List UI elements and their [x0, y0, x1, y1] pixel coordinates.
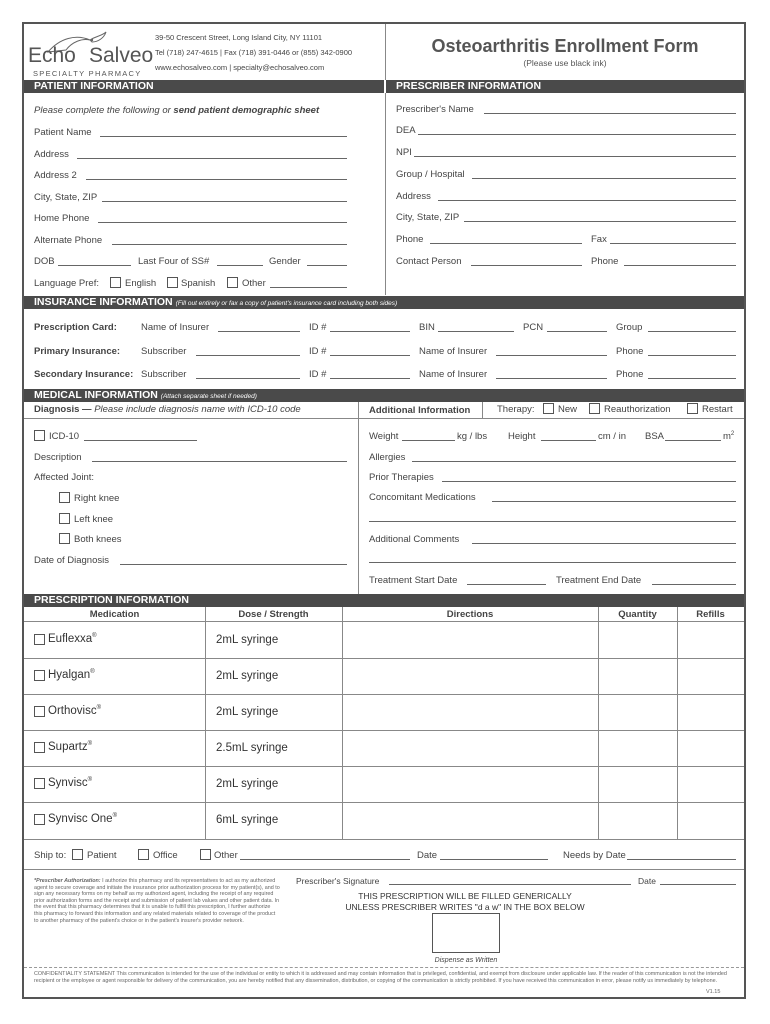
pharmacy-phone: Tel (718) 247-4615 | Fax (718) 391-0446 or (855) 342-0900 [155, 48, 353, 57]
col-dose: Dose / Strength [238, 609, 309, 620]
pcn-field[interactable] [547, 331, 607, 332]
prescriber-city-field[interactable] [464, 221, 736, 222]
euflexxa-name: Euflexxa® [48, 633, 97, 645]
therapy-reauth-label: Reauthorization [604, 404, 671, 415]
synvisc-checkbox[interactable] [34, 778, 45, 789]
dea-field[interactable] [418, 134, 736, 135]
dob-label: DOB [34, 256, 55, 267]
needs-by-field[interactable] [627, 859, 736, 860]
ship-office-label: Office [153, 850, 178, 861]
patient-home-phone-field[interactable] [98, 222, 347, 223]
secondary-phone-label: Phone [616, 369, 644, 380]
description-label: Description [34, 452, 82, 463]
treatment-start-field[interactable] [467, 584, 546, 585]
rx-id-field[interactable] [330, 331, 410, 332]
bsa-label: BSA [645, 431, 665, 442]
orthovisc-dose: 2mL syringe [216, 706, 279, 718]
prior-therapies-label: Prior Therapies [369, 472, 434, 483]
contact-phone-label: Phone [591, 256, 619, 267]
col-refills: Refills [696, 609, 725, 620]
allergies-field[interactable] [412, 461, 736, 462]
euflexxa-checkbox[interactable] [34, 634, 45, 645]
synvisc-name: Synvisc® [48, 777, 93, 789]
treatment-start-label: Treatment Start Date [369, 575, 458, 586]
bsa-unit-label: $m^2$ [723, 431, 735, 443]
affected-joint-label: Affected Joint: [34, 472, 95, 483]
weight-label: Weight [369, 431, 399, 442]
rx-group-field[interactable] [648, 331, 736, 332]
logo-specialty: SPECIALTY PHARMACY [33, 69, 142, 78]
medical-divider [358, 402, 359, 594]
lang-other-label: Other [242, 278, 266, 289]
hyalgan-name: Hyalgan® [48, 669, 95, 681]
signature-date-field[interactable] [660, 884, 736, 885]
prescriber-address-label: Address [396, 191, 431, 202]
rx-group-label: Group [616, 322, 643, 333]
icd10-checkbox[interactable] [34, 430, 45, 441]
ship-date-field[interactable] [440, 859, 548, 860]
gender-field[interactable] [307, 265, 347, 266]
ssn-field[interactable] [217, 265, 263, 266]
therapy-restart-checkbox[interactable] [687, 403, 698, 414]
contact-person-field[interactable] [471, 265, 582, 266]
needs-by-label: Needs by Date [563, 850, 626, 861]
gender-label: Gender [269, 256, 301, 267]
prescriber-address-field[interactable] [438, 200, 736, 201]
confidentiality-rule [24, 967, 744, 968]
supartz-checkbox[interactable] [34, 742, 45, 753]
rx-row-rule-4 [24, 766, 744, 767]
rx-row-rule-1 [24, 658, 744, 659]
description-field[interactable] [92, 461, 347, 462]
primary-subscriber-label: Subscriber [141, 346, 187, 357]
signature-date-label: Date [638, 876, 656, 886]
treatment-end-field[interactable] [652, 584, 736, 585]
therapy-restart-label: Restart [702, 404, 733, 415]
insurance-section-header: INSURANCE INFORMATION (Fill out entirely or fax a copy of patient's insurance card including both sides) [24, 296, 744, 309]
generic-notice-2: UNLESS PRESCRIBER WRITES "d a w" IN THE BOX BELOW [345, 902, 585, 912]
col-quantity: Quantity [618, 609, 657, 620]
prescriber-name-field[interactable] [484, 113, 736, 114]
concomitant-field[interactable] [492, 501, 736, 502]
patient-alt-phone-label: Alternate Phone [34, 235, 103, 246]
medical-section-header: MEDICAL INFORMATION (Attach separate sheet if needed) [24, 389, 744, 402]
orthovisc-name: Orthovisc® [48, 705, 101, 717]
bsa-field[interactable] [665, 440, 721, 441]
col-directions: Directions [446, 609, 494, 620]
synvisc-one-dose: 6mL syringe [216, 814, 279, 826]
rx-col-4 [677, 607, 678, 839]
rx-col-3 [598, 607, 599, 839]
prescriber-fax-label: Fax [591, 234, 607, 245]
primary-insurer-label: Name of Insurer [419, 346, 488, 357]
prescriber-phone-label: Phone [396, 234, 424, 245]
secondary-id-field[interactable] [330, 378, 410, 379]
ship-office-checkbox[interactable] [138, 849, 149, 860]
patient-city-label: City, State, ZIP [34, 192, 98, 203]
signature-label: Prescriber's Signature [296, 876, 380, 886]
patient-name-field[interactable] [100, 136, 347, 137]
synvisc-one-name: Synvisc One® [48, 813, 117, 825]
ssn-label: Last Four of SS# [138, 256, 210, 267]
date-of-diagnosis-field[interactable] [120, 564, 347, 565]
lang-spanish-label: Spanish [181, 278, 216, 289]
ship-rule [24, 869, 744, 870]
therapy-reauth-checkbox[interactable] [589, 403, 600, 414]
secondary-subscriber-field[interactable] [196, 378, 300, 379]
right-knee-checkbox[interactable] [59, 492, 70, 503]
additional-comments-label: Additional Comments [369, 534, 460, 545]
icd10-label: ICD-10 [49, 431, 80, 442]
generic-notice-1: THIS PRESCRIPTION WILL BE FILLED GENERICALLY [358, 891, 572, 901]
pcn-label: PCN [523, 322, 544, 333]
height-label: Height [508, 431, 536, 442]
medical-subheader-rule [24, 418, 744, 419]
additional-comments-field[interactable] [472, 543, 736, 544]
ship-other-checkbox[interactable] [200, 849, 211, 860]
patient-alt-phone-field[interactable] [112, 244, 347, 245]
rx-id-label: ID # [309, 322, 327, 333]
dob-field[interactable] [58, 265, 131, 266]
right-knee-label: Right knee [74, 493, 120, 504]
hyalgan-dose: 2mL syringe [216, 670, 279, 682]
rx-row-rule-5 [24, 802, 744, 803]
lang-other-checkbox[interactable] [227, 277, 238, 288]
weight-unit-label: kg / lbs [457, 431, 488, 442]
group-hospital-field[interactable] [472, 178, 736, 179]
primary-insurance-label: Primary Insurance: [34, 346, 121, 357]
allergies-label: Allergies [369, 452, 406, 463]
contact-person-label: Contact Person [396, 256, 462, 267]
language-label: Language Pref: [34, 278, 99, 289]
ship-date-label: Date [417, 850, 438, 861]
primary-phone-label: Phone [616, 346, 644, 357]
additional-comments-field-2[interactable] [369, 562, 736, 563]
date-of-diagnosis-label: Date of Diagnosis [34, 555, 109, 566]
secondary-subscriber-label: Subscriber [141, 369, 187, 380]
pharmacy-address: 39-50 Crescent Street, Long Island City, NY 11101 [155, 33, 323, 42]
confidentiality-statement: CONFIDENTIALITY STATEMENT This communication is intended for the use of the individual or entity to which it is addressed and may contain information that is privileged, confidential, and exempt from disclosure under applicable law. If the reader of this communication is not the intended recipient or the employee or agent responsible for delivery of the communication, you are hereby notified that any dissemination, distribution, or copying of the communication is strictly prohibited. If you have received this communication in error, please notify us immediately by telephone. [34, 971, 727, 984]
rx-card-label: Prescription Card: [34, 322, 117, 333]
rx-col-2 [342, 607, 343, 839]
prescription-section-header: PRESCRIPTION INFORMATION [24, 594, 744, 607]
supartz-name: Supartz® [48, 741, 93, 753]
rx-row-rule-2 [24, 694, 744, 695]
patient-name-label: Patient Name [34, 127, 92, 138]
therapy-new-label: New [558, 404, 578, 415]
ship-to-label: Ship to: [34, 850, 67, 861]
group-hospital-label: Group / Hospital [396, 169, 465, 180]
version: V1.15 [706, 989, 721, 995]
lang-english-checkbox[interactable] [110, 277, 121, 288]
synvisc-dose: 2mL syringe [216, 778, 279, 790]
daw-box[interactable] [432, 913, 500, 953]
prescriber-fax-field[interactable] [610, 243, 736, 244]
secondary-insurer-label: Name of Insurer [419, 369, 488, 380]
euflexxa-dose: 2mL syringe [216, 634, 279, 646]
lang-other-field[interactable] [270, 287, 347, 288]
section-divider [385, 93, 386, 295]
patient-address-field[interactable] [77, 158, 347, 159]
ship-other-field[interactable] [240, 859, 410, 860]
left-knee-label: Left knee [74, 514, 114, 525]
patient-home-phone-label: Home Phone [34, 213, 90, 224]
ship-other-label: Other [214, 850, 238, 861]
prescriber-section-header: PRESCRIBER INFORMATION [386, 80, 744, 93]
prior-therapies-field[interactable] [442, 481, 736, 482]
both-knees-checkbox[interactable] [59, 533, 70, 544]
rx-row-rule-3 [24, 730, 744, 731]
form-frame [22, 22, 746, 999]
synvisc-one-checkbox[interactable] [34, 814, 45, 825]
patient-address2-field[interactable] [86, 179, 347, 180]
weight-field[interactable] [402, 440, 455, 441]
left-knee-checkbox[interactable] [59, 513, 70, 524]
height-field[interactable] [541, 440, 596, 441]
patient-section-header: PATIENT INFORMATION [24, 80, 384, 93]
rx-insurer-field[interactable] [218, 331, 300, 332]
rx-table-bottom-rule [24, 839, 744, 840]
bin-field[interactable] [438, 331, 514, 332]
npi-field[interactable] [414, 156, 736, 157]
prescriber-city-label: City, State, ZIP [396, 212, 460, 223]
therapy-label: Therapy: [497, 404, 535, 415]
therapy-new-checkbox[interactable] [543, 403, 554, 414]
contact-phone-field[interactable] [624, 265, 736, 266]
both-knees-label: Both knees [74, 534, 122, 545]
primary-insurer-field[interactable] [496, 355, 607, 356]
logo-salveo: Salveo [89, 44, 154, 67]
treatment-end-label: Treatment End Date [556, 575, 642, 586]
hyalgan-checkbox[interactable] [34, 670, 45, 681]
page-subtitle: (Please use black ink) [523, 58, 607, 68]
primary-id-field[interactable] [330, 355, 410, 356]
icd10-field[interactable] [84, 440, 197, 441]
pharmacy-web: www.echosalveo.com | specialty@echosalveo.com [155, 63, 325, 72]
bin-label: BIN [419, 322, 435, 333]
additional-info-label: Additional Information [369, 405, 471, 416]
secondary-insurer-field[interactable] [496, 378, 607, 379]
secondary-insurance-label: Secondary Insurance: [34, 369, 134, 380]
lang-english-label: English [125, 278, 157, 289]
lang-spanish-checkbox[interactable] [167, 277, 178, 288]
primary-subscriber-field[interactable] [196, 355, 300, 356]
col-medication: Medication [89, 609, 140, 620]
concomitant-field-2[interactable] [369, 521, 736, 522]
secondary-id-label: ID # [309, 369, 327, 380]
logo-echo: Echo [28, 44, 76, 67]
orthovisc-checkbox[interactable] [34, 706, 45, 717]
signature-field[interactable] [389, 884, 631, 885]
patient-instruction: Please complete the following or send patient demographic sheet [34, 105, 320, 116]
primary-phone-field[interactable] [648, 355, 736, 356]
primary-id-label: ID # [309, 346, 327, 357]
concomitant-label: Concomitant Medications [369, 492, 476, 503]
ship-patient-checkbox[interactable] [72, 849, 83, 860]
rx-col-1 [205, 607, 206, 839]
secondary-phone-field[interactable] [648, 378, 736, 379]
dea-label: DEA [396, 125, 416, 136]
supartz-dose: 2.5mL syringe [216, 742, 288, 754]
ship-patient-label: Patient [87, 850, 117, 861]
prescriber-phone-field[interactable] [430, 243, 582, 244]
diagnosis-heading: Diagnosis — Please include diagnosis name with ICD-10 code [34, 404, 301, 415]
therapy-divider [482, 402, 483, 418]
prescriber-authorization: *Prescriber Authorization: I authorize this pharmacy and its representatives to act as my authorized agent to secure coverage and initiate the insurance prior authorization process for my patient(s), and to sign any necessary forms on my behalf as my authorized agent, including the receipt of any required prior authorization forms and the receipt and submission of patient lab values and other patient data. In the event that this pharmacy determines that it is unable to fulfill this prescription, I further authorize this pharmacy to forward this information and any related materials related to coverage of the product to another pharmacy of the patient's choice or in the patient's insurer's provider network. [34, 878, 280, 924]
height-unit-label: cm / in [598, 431, 626, 442]
npi-label: NPI [396, 147, 412, 158]
page-title: Osteoarthritis Enrollment Form [431, 36, 699, 56]
patient-city-field[interactable] [102, 201, 347, 202]
rx-insurer-label: Name of Insurer [141, 322, 210, 333]
rx-header-rule [24, 621, 744, 622]
patient-address2-label: Address 2 [34, 170, 77, 181]
daw-label: Dispense as Written [434, 957, 498, 964]
prescriber-name-label: Prescriber's Name [396, 104, 474, 115]
patient-address-label: Address [34, 149, 69, 160]
